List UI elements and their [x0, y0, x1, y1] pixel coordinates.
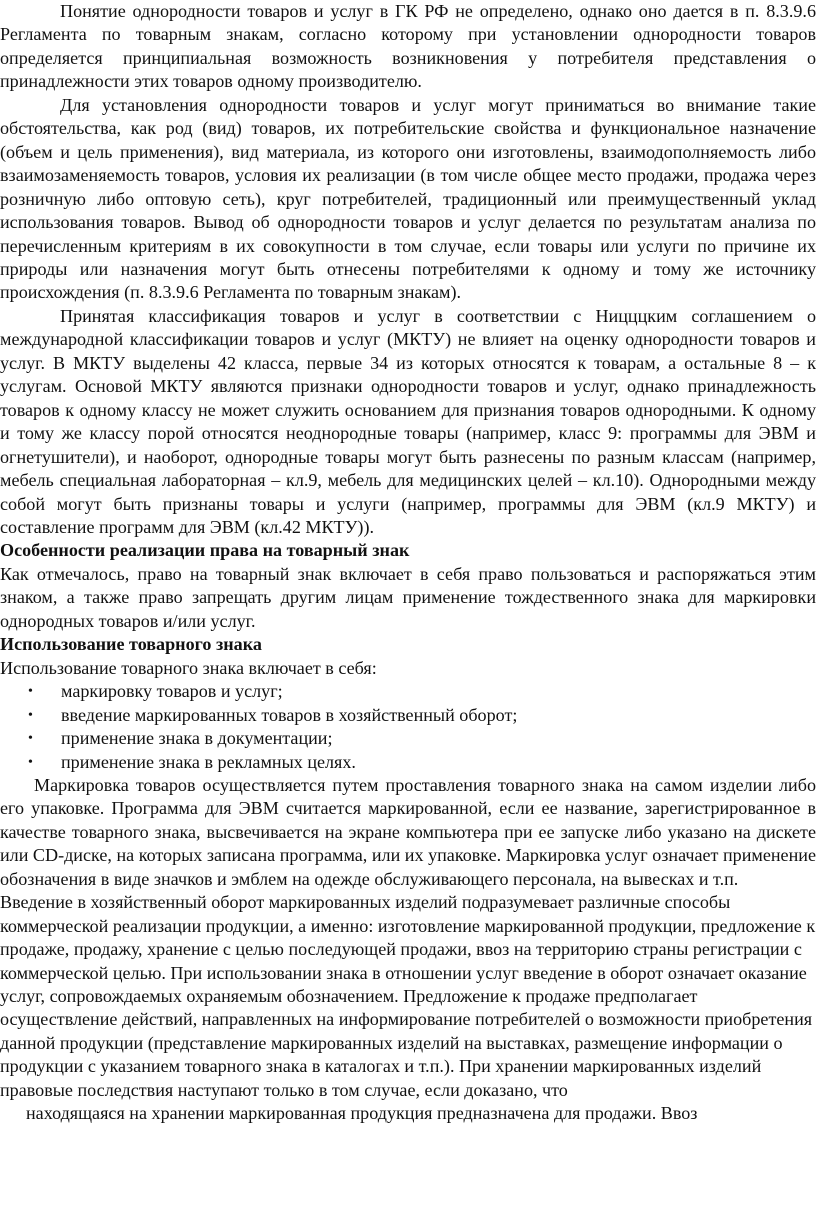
paragraph-circulation-tail: находящаяся на хранении маркированная продукция предназначена для продажи. Ввоз: [26, 1103, 698, 1124]
list-item-text: применение знака в рекламных целях.: [61, 751, 356, 772]
list-item: [0, 704, 816, 727]
list-item: [0, 680, 816, 703]
list-item-text: введение маркированных товаров в хозяйственный оборот;: [61, 704, 518, 725]
bullet-icon: •: [28, 684, 33, 700]
paragraph-homogeneity-definition: Понятие однородности товаров и услуг в ГК РФ не определено, однако оно дается в п. 8.3.9.6 Регламента по товарным знакам, согласно которому при установлении однородности товаров определяется принципиальная возможность возникновения у потребителя представления о принадлежности этих товаров одному производителю.: [0, 1, 816, 92]
list-item-text: применение знака в документации;: [61, 728, 333, 749]
list-item-text: маркировку товаров и услуг;: [61, 681, 283, 702]
paragraph-use-includes: Использование товарного знака включает в себя:: [0, 657, 377, 678]
paragraph-trademark-rights: Как отмечалось, право на товарный знак включает в себя право пользоваться и распоряжаться этим знаком, а также право запрещать другим лицам применение тождественного знака для маркировки однородных товаров и/или услуг.: [0, 563, 816, 631]
bullet-icon: •: [28, 754, 33, 770]
paragraph-mktu-classification: Принятая классификация товаров и услуг в соответствии с Ницццким соглашением о международной классификации товаров и услуг (МКТУ) не влияет на оценку однородности товаров и услуг. В МКТУ выделены 42 класса, первые 34 из которых относятся к товарам, а остальные 8 – к услугам. Основой МКТУ являются признаки однородности товаров и услуг, однако принадлежность товаров к одному классу не может служить основанием для признания товаров однородными. К одному и тому же классу порой относятся неоднородные товары (например, класс 9: программы для ЭВМ и огнетушители), и наоборот, однородные товары могут быть разнесены по разным классам (например, мебель специальная лабораторная – кл.9, мебель для медицинских целей – кл.10). Однородными между собой могут быть признаны товары и услуги (например, программы для ЭВМ (кл.9 МКТУ) и составление программ для ЭВМ (кл.42 МКТУ)).: [0, 305, 816, 537]
paragraph-homogeneity-criteria: Для установления однородности товаров и услуг могут приниматься во внимание такие обстоятельства, как род (вид) товаров, их потребительские свойства и функциональное назначение (объем и цель применения), вид материала, из которого они изготовлены, взаимодополняемость либо взаимозаменяемость товаров, условия их реализации (в том числе общее место продажи, продажа через розничную либо оптовую сеть), круг потребителей, традиционный или преимущественный уклад использования товаров. Вывод об однородности товаров и услуг делается по результатам анализа по перечисленным критериям в их совокупности в том случае, если товары или услуги по причине их природы или назначения могут быть отнесены потребителями к одному и тому же источнику происхождения (п. 8.3.9.6 Регламента по товарным знакам).: [0, 94, 816, 303]
section-heading-trademark-use: Использование товарного знака: [0, 634, 262, 655]
bullet-list-use-forms: [0, 680, 816, 774]
bullet-icon: •: [28, 731, 33, 747]
list-item: [0, 751, 816, 774]
paragraph-circulation: Введение в хозяйственный оборот маркированных изделий подразумевает различные способы коммерческой реализации продукции, а именно: изготовление маркированной продукции, предложение к продаже, продажу, хранение с целью последующей продажи, ввоз на территорию страны регистрации с коммерческой целью. При использовании знака в отношении услуг введение в оборот означает оказание услуг, сопровождаемых охраняемым обозначением. Предложение к продаже предполагает осуществление действий, направленных на информирование потребителей о возможности приобретения данной продукции (представление маркированных изделий на выставках, размещение информации о продукции с указанием товарного знака в каталогах и т.п.). При хранении маркированных изделий правовые последствия наступают только в том случае, если доказано, что: [0, 892, 816, 1100]
list-item: [0, 727, 816, 750]
paragraph-marking: Маркировка товаров осуществляется путем проставления товарного знака на самом изделии либо его упаковке. Программа для ЭВМ считается маркированной, если ее название, зарегистрированное в качестве товарного знака, высвечивается на экране компьютера при ее запуске либо указано на дискете или CD-диске, на которых записана программа, или их упаковке. Маркировка услуг означает применение обозначения в виде значков и эмблем на одежде обслуживающего персонала, на вывесках и т.п.: [0, 774, 816, 889]
bullet-icon: •: [28, 707, 33, 723]
section-heading-rights-implementation: Особенности реализации права на товарный знак: [0, 540, 410, 561]
